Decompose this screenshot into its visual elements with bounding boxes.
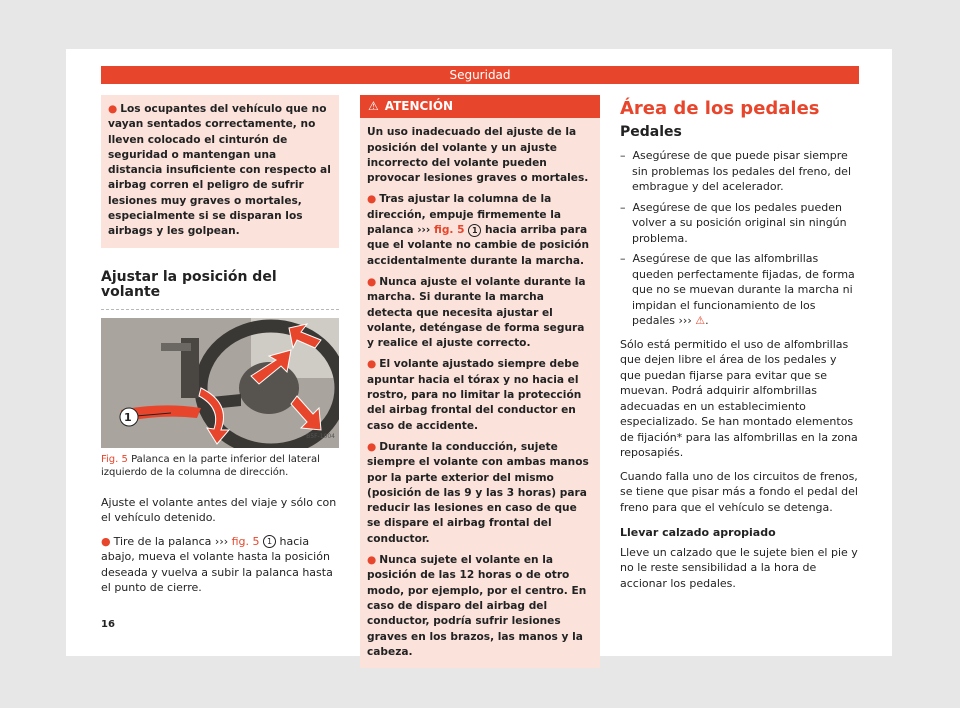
figure-caption [101, 453, 339, 479]
page-number: 16 [101, 619, 115, 630]
arrow-ref-icon: ››› [417, 224, 431, 237]
bullet-icon: ● [367, 275, 377, 288]
bullet1-num: 1 [468, 224, 481, 237]
paragraph: Cuando falla uno de los circuitos de frenos, se tiene que pisar más a fondo el pedal del freno para que el vehículo se detenga. [620, 469, 858, 514]
column-left [101, 95, 339, 604]
steering-wheel-illustration [101, 318, 339, 448]
bullet-icon: ● [108, 103, 118, 115]
bullet2-text: Nunca ajuste el volante durante la marcha. Si durante la marcha detecta que necesita ajustar el volante, deténgase de forma segura y realice el ajuste correcto. [367, 275, 586, 350]
bullet1-fig-link[interactable]: fig. 5 [434, 224, 465, 237]
bullet-icon: ● [367, 554, 377, 567]
bullet1-pre: Tras ajustar la columna de la dirección, empuje firmemente la palanca [367, 193, 561, 237]
bullet-icon: ● [367, 358, 377, 371]
warning-header [360, 95, 600, 118]
bullet-icon: ● [367, 193, 377, 206]
bullet3-text: El volante ajustado siempre debe apuntar hacia el tórax y no hacia el rostro, para no limitar la protección del airbag frontal del conductor en caso de accidente. [367, 358, 582, 432]
list-item-text: Asegúrese de que las alfombrillas queden perfectamente fijadas, de forma que no se muevan durante la marcha ni impidan el funcionamiento de los pedales [632, 252, 855, 327]
figure-code: B5F-1004 [306, 433, 335, 441]
caption-label: Fig. 5 [101, 453, 128, 465]
column-middle [360, 95, 600, 668]
section-title: Ajustar la posición del volante [101, 268, 277, 301]
warning-box [360, 95, 600, 668]
paragraph: Lleve un calzado que le sujete bien el pie y no le reste sensibilidad a la hora de accionar los pedales. [620, 545, 858, 590]
bullet5-text: Nunca sujete el volante en la posición de las 12 horas o de otro modo, por ejemplo, por el centro. En caso de disparo del airbag del conductor, podría sufrir lesiones graves en los brazos, las manos y la cabeza. [367, 554, 587, 658]
warning-continuation [101, 95, 339, 248]
warning-text: Los ocupantes del vehículo que no vayan sentados correctamente, no lleven colocado el cinturón de seguridad o mantengan una distancia insuficiente con respecto al airbag corren el peligro de sufrir lesiones muy graves o mortales, especialmente si se disparan los airbags y les golpean. [108, 103, 331, 238]
column-right [620, 95, 860, 591]
steering-wheel-figure [101, 318, 339, 448]
figure-callout-1: 1 [124, 410, 132, 424]
step-text [101, 534, 339, 596]
bullet4-text: Durante la conducción, sujete siempre el volante con ambas manos por la parte exterior del mismo (posición de las 9 y las 3 horas) para reducir las lesiones en caso de que se dispare el airbag frontal del conductor. [367, 440, 589, 545]
warning-bullet-2 [367, 275, 593, 351]
page-header: Seguridad [101, 66, 859, 84]
section-heading: Área de los pedales [620, 98, 820, 119]
bullet-icon: ● [367, 440, 377, 453]
step-post: hacia abajo, mueva el volante hasta la posición deseada y vuelva a subir la palanca hasta el punto de cierre. [101, 534, 333, 595]
warning-link-icon[interactable]: ⚠ [695, 314, 706, 327]
list-item-text: Asegúrese de que puede pisar siempre sin problemas los pedales del freno, del embrague y del acelerador. [632, 149, 852, 193]
warning-intro: Un uso inadecuado del ajuste de la posición del volante y un ajuste incorrecto del volante pueden provocar lesiones graves o mortales. [367, 126, 589, 185]
step-fig-link[interactable]: fig. 5 [231, 534, 260, 548]
step-prefix: Tire de la palanca [113, 534, 212, 548]
step-num: 1 [263, 535, 276, 548]
paragraph: Sólo está permitido el uso de alfombrillas que dejen libre el área de los pedales y que puedan fijarse para evitar que se muevan. Podrá adquirir alfombrillas adecuadas en un establecimiento especializado. Se han montado elementos de fijación* para las alfombrillas en la zona reposapiés. [620, 337, 858, 459]
list-item: – Asegúrese de que puede pisar siempre sin problemas los pedales del freno, del embrague y del acelerador. [620, 149, 852, 193]
warning-triangle-icon: ⚠ [368, 99, 379, 113]
warning-bullet-5 [367, 553, 593, 660]
subsection-heading: Pedales [620, 123, 682, 140]
arrow-ref-icon: ››› [214, 534, 229, 548]
list-item: – Asegúrese de que los pedales pueden volver a su posición original sin ningún problema. [620, 200, 847, 245]
caption-text: Palanca en la parte inferior del lateral izquierdo de la columna de dirección. [101, 453, 320, 478]
list-item: – Asegúrese de que las alfombrillas queden perfectamente fijadas, de forma que no se muevan durante la marcha ni impidan el funcionamiento de los pedales ››› ⚠. [620, 252, 855, 327]
bullet-icon: ● [101, 534, 111, 548]
arrow-ref-icon: ››› [678, 314, 692, 327]
warning-bullet-3 [367, 357, 593, 433]
paragraph-heading: Llevar calzado apropiado [620, 526, 776, 539]
warning-bullet-1 [367, 192, 593, 268]
list-item-text: Asegúrese de que los pedales pueden volver a su posición original sin ningún problema. [632, 200, 847, 245]
intro-text: Ajuste el volante antes del viaje y sólo con el vehículo detenido. [101, 495, 337, 525]
warning-bullet-4 [367, 440, 593, 547]
warning-title: ATENCIÓN [384, 99, 454, 113]
bullet1-post: hacia arriba para que el volante no cambie de posición accidentalmente durante la marcha. [367, 224, 589, 267]
divider [101, 309, 339, 310]
